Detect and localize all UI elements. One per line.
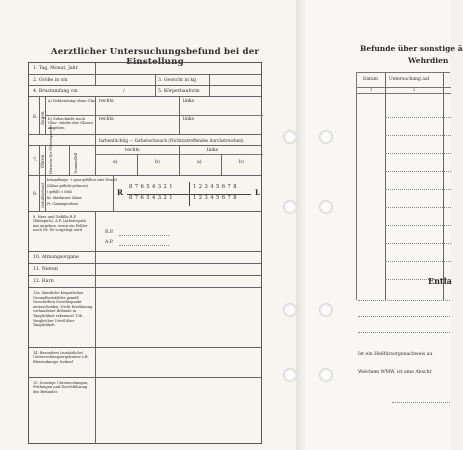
eyes-left-b: links: [183, 117, 195, 122]
punch-hole: [319, 303, 333, 317]
row-special-label: 14. Besonders (zusätzliche) Untersuchungsergebnisse z.B. Blutsenkungs- befund: [33, 351, 89, 364]
teeth-legend-2: (Zähne geflickt-gebissen): [47, 184, 88, 188]
row-respiratory: [29, 252, 261, 264]
row-ears-drum: Trommelfell: [74, 153, 78, 174]
heart-ap: A.P.: [105, 240, 114, 245]
teeth-lower-right: 8 7 6 5 4 3 2 1: [129, 195, 173, 201]
punch-hole: [283, 368, 297, 382]
ears-rb: b): [155, 160, 160, 165]
ears-ra: a): [113, 160, 118, 165]
row-other-label: 15. Sonstige Untersuchungen, Prüfungen und Durchführung des Befundes: [33, 381, 89, 394]
row-eyes-a: a) Sehleistung ohne Glas: [48, 98, 97, 103]
row-date-label: 1. Tag, Monat, Jahr: [33, 66, 78, 71]
row-weight-label: 3. Gewicht in kg: [158, 78, 197, 83]
row-height-label: 2. Größe in cm: [33, 78, 68, 83]
right-heading-1: Befunde über sonstige ä: [360, 44, 463, 53]
row-chest: [29, 86, 261, 97]
page-gutter: [296, 0, 306, 450]
teeth-legend-1: behandlungs- + ganz gefüllter oder Wurzel: [47, 178, 117, 182]
row-ears-hearing: Hörweite für Flüstersprache: [49, 124, 53, 174]
col-num-2: 2: [413, 88, 416, 92]
form-title: Aerztlicher Untersuchungsbefund bei der Einstellung: [50, 47, 260, 67]
row-urine: [29, 276, 261, 288]
right-line-2: Welchem WMW. ist eine Abschr: [358, 370, 432, 375]
row-teeth: [29, 176, 261, 212]
row-eyes-b: b) Sehschärfe nach Glas- stärke des Glases angeben: [48, 116, 93, 130]
right-line-1: Ist ein Heilfürsorgenachweis au: [358, 352, 433, 357]
teeth-upper-right: 8 7 6 5 4 3 2 1: [129, 184, 173, 190]
row-teeth-num: 8.: [33, 192, 38, 197]
row-ears-num: 7.: [33, 158, 38, 163]
eyes-left-a: links: [183, 99, 195, 104]
ears-lb: b): [239, 160, 244, 165]
row-heart-label: 9. Herz und Gefäße R.P. (Ruhepuls), A.P. (Arbeitspuls) mit angeben, wenn ein Fehler nach Nr. 40 vorgelegt wird: [33, 215, 88, 233]
row-respiratory-label: 10. Atmungsorgane: [33, 255, 79, 260]
examination-form: [28, 62, 262, 444]
colorsense-text: farbentüchtig — farbenschwach (Nichtzutreffendes durchstreichen): [99, 138, 244, 143]
teeth-legend-3: ( gefüllt × fehlt: [47, 190, 72, 194]
row-build-label: 5. Körperbauform: [158, 89, 200, 94]
ears-right: rechts: [125, 148, 140, 153]
col-num-1: 1: [370, 88, 373, 92]
teeth-L: L: [255, 188, 260, 197]
eyes-right-a: rechts: [99, 99, 114, 104]
row-defects-label: 13a. Sämtliche körperlichen Gesundheitsfehler gemäß Vorschriften Gesichtspunkt unterscheiden. Nicht Erwähnung vorhandener Befunde in Tauglichkeit erkennen! 13b. Vergleicher Urteil über Tauglichkeit: [33, 291, 93, 328]
right-heading-2: Wehrdien: [408, 56, 449, 65]
teeth-legend-5: Pr. Gummiprothese: [47, 202, 79, 206]
col-examination: Untersuchung auf: [389, 77, 430, 82]
eyes-right-b: rechts: [99, 117, 114, 122]
row-special: [29, 348, 261, 378]
teeth-legend-4: Kr. überkronte Zähne: [47, 196, 82, 200]
row-heart: [29, 212, 261, 252]
teeth-upper-left: 1 2 3 4 5 6 7 8: [193, 184, 237, 190]
row-date: [29, 63, 261, 75]
row-colorsense: [29, 135, 261, 146]
col-date: Datum: [363, 77, 378, 82]
row-eyes-side: Augen: [40, 111, 45, 125]
row-kidneys: [29, 264, 261, 276]
teeth-lower-left: 1 2 3 4 5 6 7 8: [193, 195, 237, 201]
findings-table: [356, 72, 450, 300]
row-chest-label: 4. Brustumfang cm: [33, 89, 78, 94]
punch-hole: [283, 130, 297, 144]
discharge-heading: Entla: [428, 276, 452, 286]
heart-rp: R.P.: [105, 230, 114, 235]
row-height: [29, 75, 261, 86]
row-chest-sep: /: [123, 89, 125, 94]
teeth-R: R: [117, 188, 123, 197]
row-teeth-side: Gebißbefund: [40, 183, 45, 208]
row-eyes-num: 6.: [33, 115, 38, 120]
punch-hole: [319, 130, 333, 144]
row-other: [29, 378, 261, 444]
punch-hole: [319, 368, 333, 382]
row-kidneys-label: 11. Nieren: [33, 267, 58, 272]
ears-la: a): [197, 160, 202, 165]
row-urine-label: 12. Harn: [33, 279, 54, 284]
ears-left: links: [207, 148, 219, 153]
row-defects: [29, 288, 261, 348]
row-eyes: [29, 97, 261, 135]
punch-hole: [319, 200, 333, 214]
punch-hole: [283, 200, 297, 214]
row-ears-side: Ohren: [40, 154, 45, 168]
punch-hole: [283, 303, 297, 317]
